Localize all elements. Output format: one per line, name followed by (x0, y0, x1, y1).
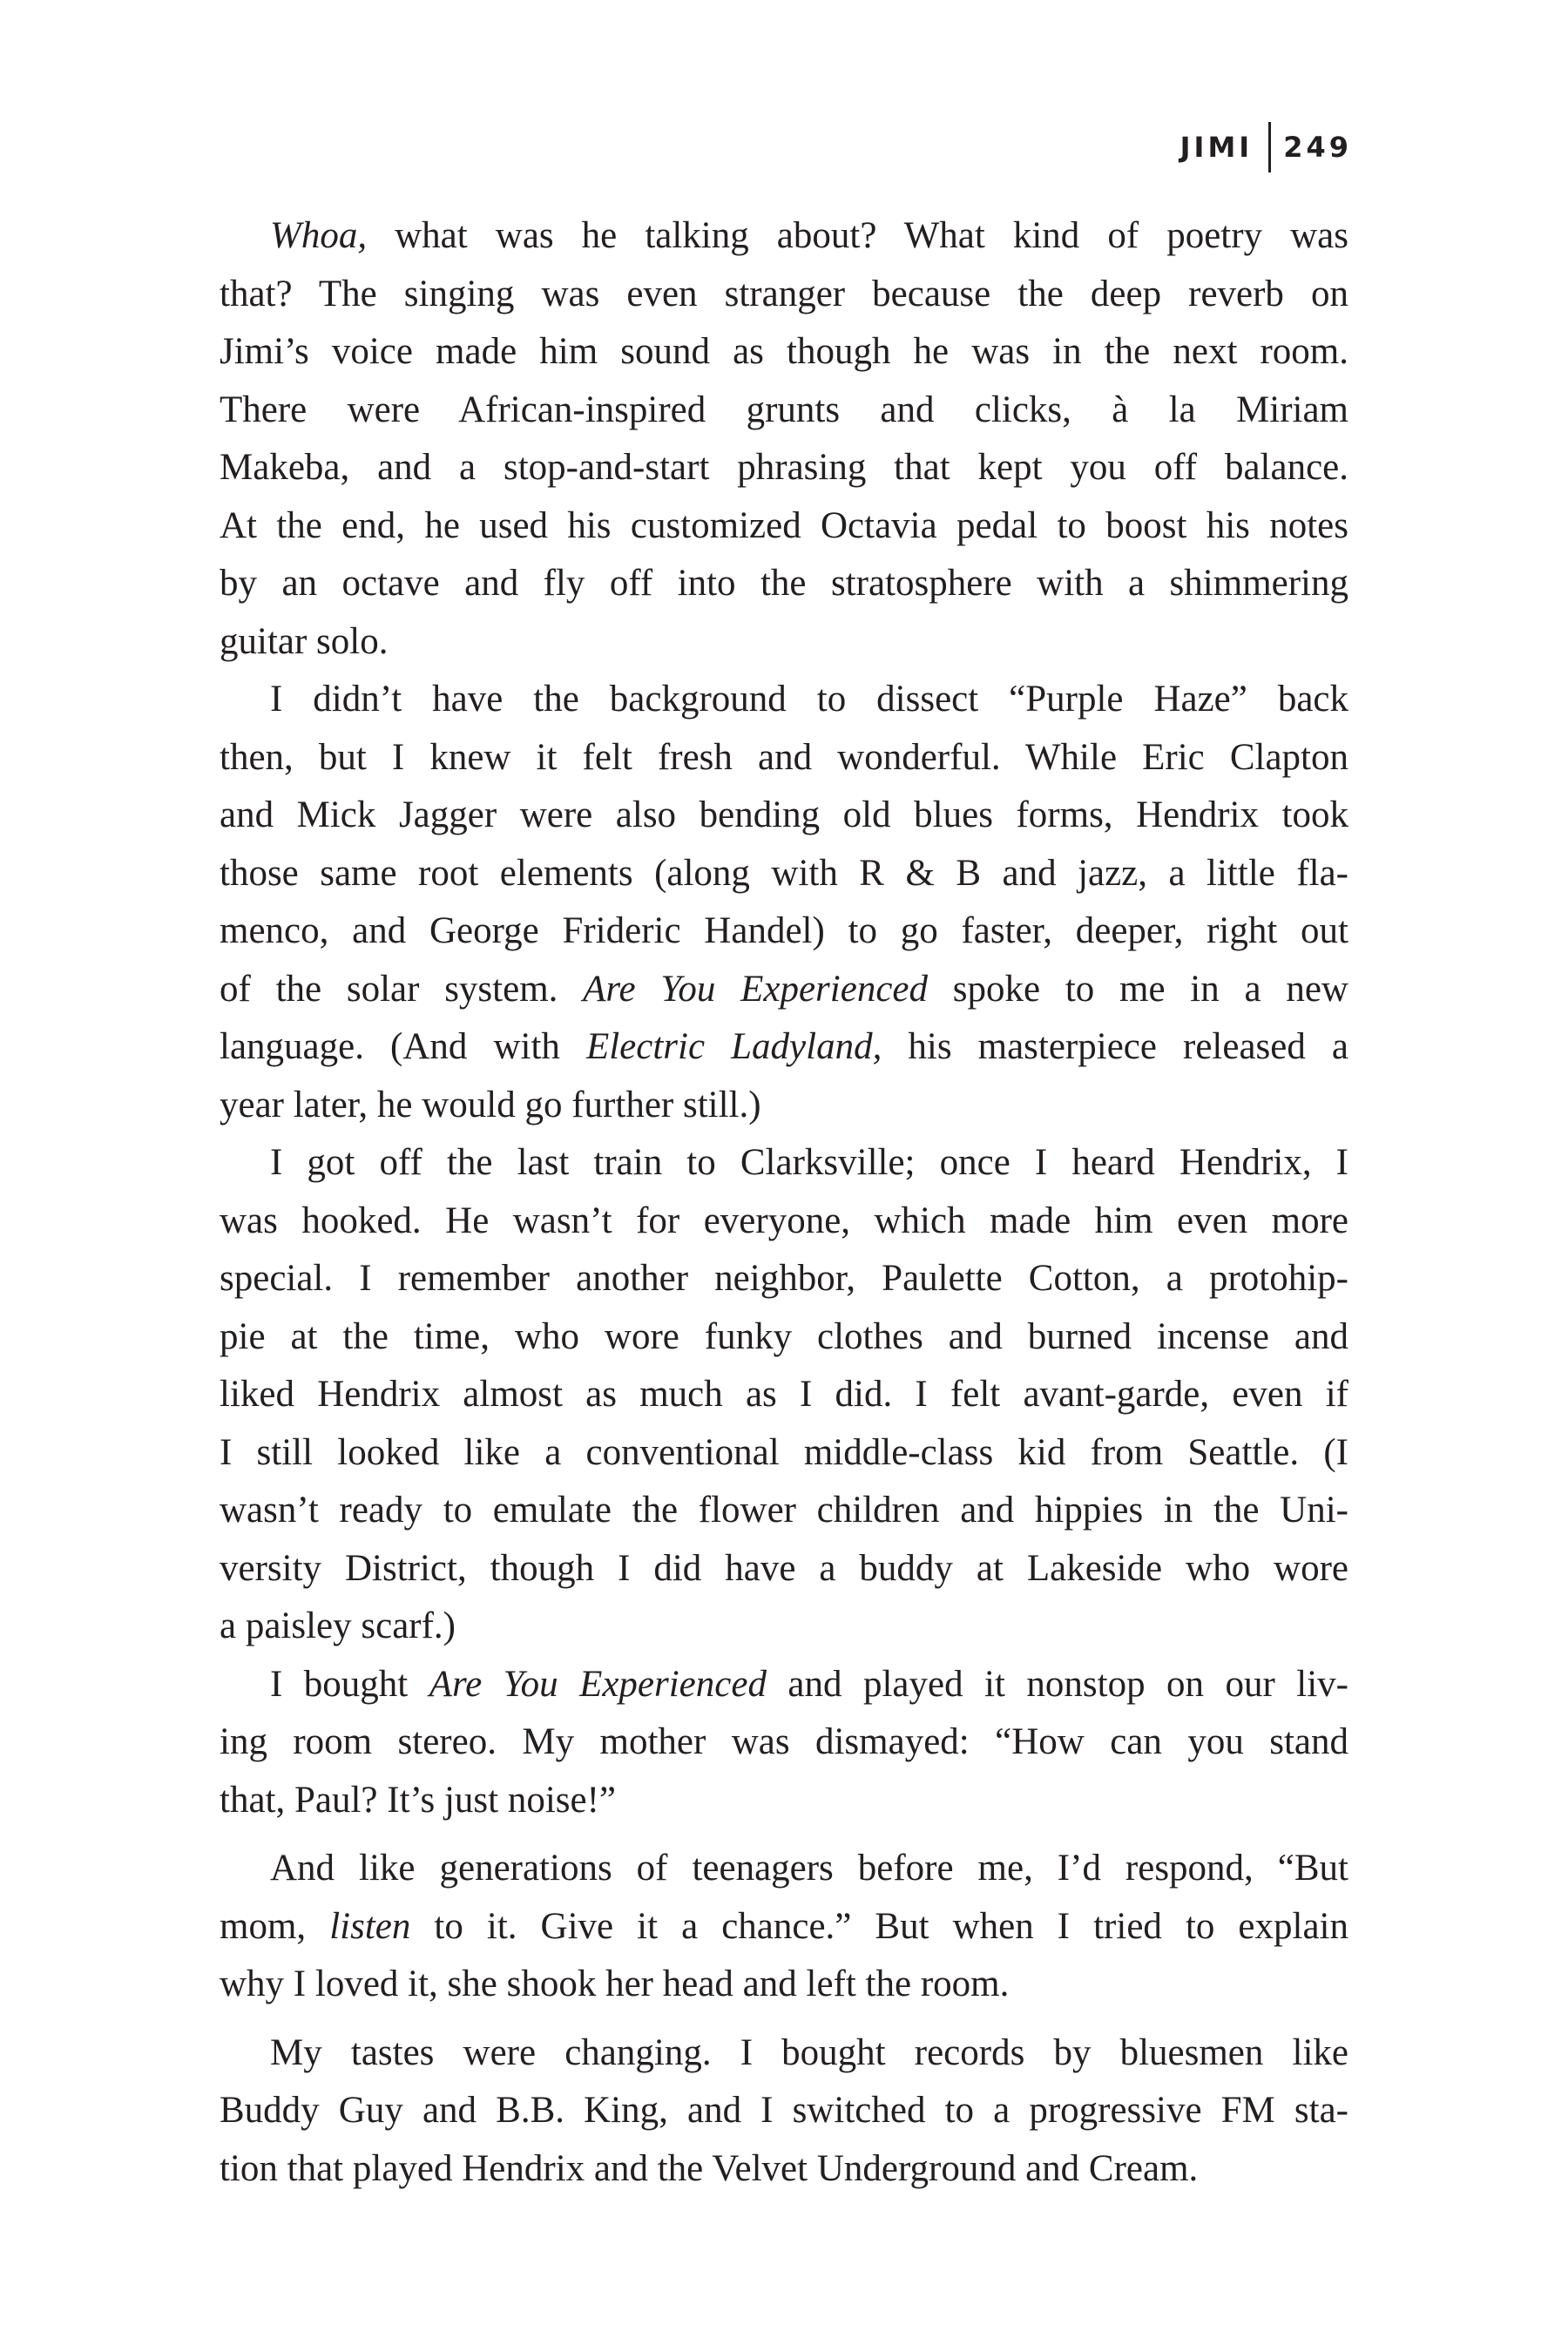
chapter-title: JIMI (1179, 131, 1254, 164)
text-run: spoke to me in a new (928, 968, 1348, 1010)
text-line (220, 1134, 1348, 1193)
text-run: was hooked. He wasn’t for everyone, which made him even more (220, 1200, 1348, 1241)
text-line (220, 1424, 1348, 1483)
paragraph (220, 207, 1348, 671)
text-run: pie at the time, who wore funky clothes and burned incense and (220, 1315, 1348, 1357)
text-line (220, 1898, 1348, 1957)
text-run: wasn’t ready to emulate the flower children and hippies in the Uni- (220, 1490, 1348, 1531)
text-line (220, 1193, 1348, 1251)
text-line (220, 1250, 1348, 1308)
text-run: what was he talking about? What kind of poetry was (367, 215, 1348, 256)
text-line (220, 266, 1348, 324)
paragraph (220, 1656, 1348, 1830)
text-run: those same root elements (along with R & B and jazz, a little fla- (220, 852, 1348, 894)
text-line (220, 382, 1348, 440)
text-run: I got off the last train to Clarksville; once I heard Hendrix, I (270, 1142, 1348, 1183)
text-line (220, 1482, 1348, 1540)
text-line (220, 1656, 1348, 1714)
text-run: then, but I knew it felt fresh and wonderful. While Eric Clapton (220, 736, 1348, 778)
text-run: by an octave and fly off into the stratosphere with a shimmering (220, 563, 1348, 604)
text-line (220, 671, 1348, 729)
text-line (220, 555, 1348, 613)
text-line (220, 1366, 1348, 1424)
text-run: his masterpiece released a (882, 1026, 1348, 1067)
text-run: Jimi’s voice made him sound as though he was in the next room. (220, 331, 1348, 372)
text-run: and played it nonstop on our liv- (766, 1663, 1348, 1705)
text-line (220, 1077, 1348, 1135)
italic-text: Whoa, (270, 215, 368, 256)
text-run: I still looked like a conventional middle-class kid from Seattle. (I (220, 1431, 1348, 1473)
text-line (220, 787, 1348, 845)
text-line (220, 439, 1348, 497)
text-run: Buddy Guy and B.B. King, and I switched to a progressive FM sta- (220, 2090, 1348, 2131)
italic-text: Electric Ladyland, (585, 1026, 882, 1067)
text-line (220, 1713, 1348, 1772)
text-line (220, 845, 1348, 903)
text-run: that? The singing was even stranger because the deep reverb on (220, 273, 1348, 314)
page-number: 249 (1283, 131, 1352, 164)
text-line (220, 497, 1348, 556)
text-run: language. (And with (220, 1026, 586, 1067)
text-run: liked Hendrix almost as much as I did. I felt avant-garde, even if (220, 1374, 1348, 1415)
text-line (220, 2082, 1348, 2140)
paragraph (220, 671, 1348, 1134)
italic-text: Are You Experienced (429, 1663, 767, 1705)
text-run: There were African-inspired grunts and clicks, à la Miriam (220, 389, 1348, 430)
text-run: versity District, though I did have a buddy at Lakeside who wore (220, 1547, 1348, 1589)
text-line (220, 1956, 1348, 2014)
running-head (1180, 122, 1352, 172)
body-text (220, 207, 1348, 2198)
text-run: that, Paul? It’s just noise!” (220, 1779, 617, 1821)
text-run: year later, he would go further still.) (220, 1084, 761, 1125)
text-line (220, 1018, 1348, 1077)
italic-text: listen (329, 1905, 411, 1947)
text-run: I bought (270, 1663, 429, 1705)
text-run: of the solar system. (220, 968, 584, 1010)
text-line (220, 902, 1348, 961)
text-run: and Mick Jagger were also bending old blues forms, Hendrix took (220, 794, 1348, 835)
text-run: why I loved it, she shook her head and left the room. (220, 1963, 1010, 2004)
text-line (220, 207, 1348, 266)
text-run: tion that played Hendrix and the Velvet Underground and Cream. (220, 2147, 1199, 2189)
text-run: I didn’t have the background to dissect “Purple Haze” back (270, 679, 1348, 720)
text-line (220, 323, 1348, 382)
text-line (220, 1308, 1348, 1367)
text-run: a paisley scarf.) (220, 1605, 456, 1646)
paragraph (220, 2024, 1348, 2199)
text-run: special. I remember another neighbor, Paulette Cotton, a protohip- (220, 1258, 1348, 1299)
text-run: menco, and George Frideric Handel) to go faster, deeper, right out (220, 910, 1348, 951)
text-run: ing room stereo. My mother was dismayed: “How can you stand (220, 1721, 1348, 1762)
text-line (220, 1598, 1348, 1656)
text-run: My tastes were changing. I bought records by bluesmen like (270, 2031, 1348, 2073)
italic-text: Are You Experienced (583, 968, 928, 1010)
paragraph (220, 1134, 1348, 1656)
text-line (220, 2024, 1348, 2083)
paragraph (220, 1840, 1348, 2014)
text-run: And like generations of teenagers before me, I’d respond, “But (270, 1848, 1348, 1889)
text-run: to it. Give it a chance.” But when I tried to explain (410, 1905, 1348, 1947)
text-run: Makeba, and a stop-and-start phrasing that kept you off balance. (220, 447, 1348, 488)
text-line (220, 613, 1348, 672)
text-line (220, 1840, 1348, 1898)
text-run: At the end, he used his customized Octavia pedal to boost his notes (220, 504, 1348, 546)
text-line (220, 729, 1348, 787)
text-line (220, 1540, 1348, 1598)
text-line (220, 1772, 1348, 1830)
header-divider (1268, 122, 1271, 172)
text-line (220, 961, 1348, 1019)
text-run: mom, (220, 1905, 330, 1947)
text-line (220, 2140, 1348, 2199)
text-run: guitar solo. (220, 620, 389, 662)
